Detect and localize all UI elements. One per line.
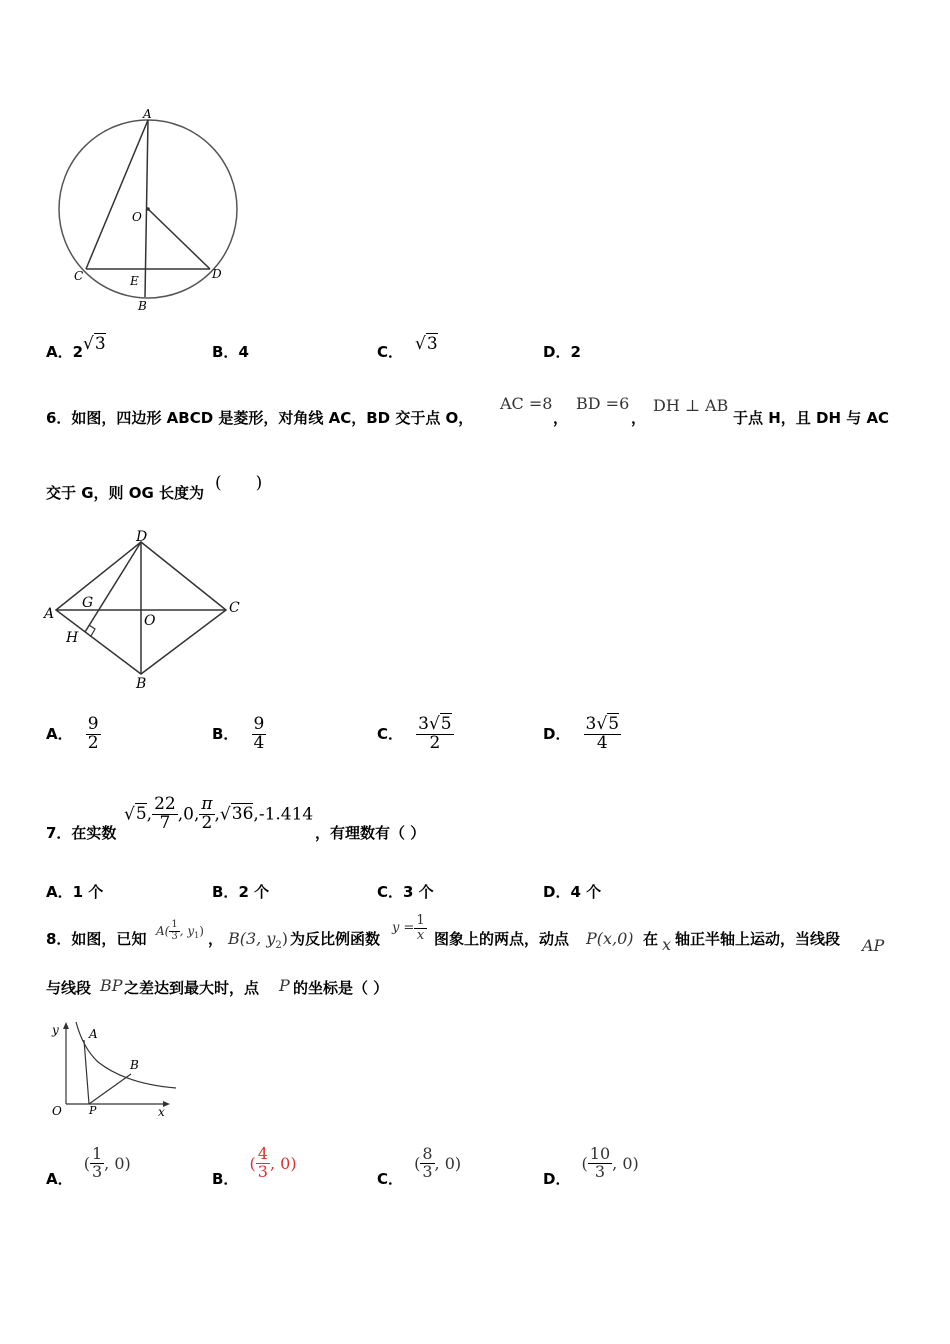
- q8-option-b-label: B．: [212, 1169, 239, 1188]
- q8-option-c[interactable]: [377, 1146, 461, 1189]
- q8-text3: 在: [643, 930, 659, 948]
- q6-option-a[interactable]: [46, 716, 101, 753]
- q7-option-a[interactable]: A．1 个: [46, 883, 104, 901]
- q6-option-c[interactable]: [377, 716, 454, 753]
- q6-label-G: G: [82, 595, 94, 611]
- q6-option-d-frac: $\frac{3√5}{4}$: [585, 714, 620, 753]
- q5-option-d-value: 2: [570, 343, 581, 361]
- q5-center-dot: [146, 207, 150, 211]
- q8-prefix: 8．如图，已知: [46, 930, 147, 948]
- q7-number-list: [124, 796, 313, 833]
- q6-label-B: B: [136, 676, 147, 692]
- q8-option-a-label: A．: [46, 1169, 73, 1188]
- q8-label-O: O: [52, 1104, 62, 1118]
- q6-comma1: ，: [553, 409, 569, 427]
- q8-line-BP: [89, 1074, 131, 1104]
- q6-label-H: H: [66, 630, 79, 646]
- q6-dh: DH ⊥ AB: [653, 396, 729, 415]
- q8-text2: 图象上的两点，动点: [434, 930, 570, 948]
- q8-point-P: P(x,0): [586, 929, 634, 948]
- q6-line2: 交于 G，则 OG 长度为: [46, 484, 205, 502]
- q5-label-O: O: [132, 210, 142, 224]
- q8-sep: ，: [208, 930, 224, 948]
- q6-option-c-frac: $\frac{3√5}{2}$: [418, 714, 452, 753]
- q8-BP: BP: [100, 976, 123, 995]
- q5-line-AC: [86, 120, 148, 269]
- q6-option-b[interactable]: [212, 716, 266, 753]
- q6-option-b-label: B．: [212, 724, 239, 743]
- q6-label-A: A: [44, 606, 55, 622]
- q8-line2-c: 的坐标是（ ）: [293, 979, 389, 997]
- q6-rhombus-figure: [40, 528, 255, 693]
- q7-option-c[interactable]: C．3 个: [377, 883, 434, 901]
- q8-line2-a: 与线段: [46, 979, 92, 997]
- q8-point-A: A( $\frac{1}{3}$ , $y_1$): [156, 919, 204, 942]
- q8-option-d-label: D．: [543, 1169, 571, 1188]
- q8-option-b[interactable]: [212, 1146, 297, 1189]
- q8-P: P: [279, 976, 290, 995]
- q7-sqrt5: √5,: [124, 804, 153, 825]
- q8-option-b-value: ( $\frac{4}{3}$ , 0): [249, 1144, 297, 1181]
- q8-option-a[interactable]: [46, 1146, 131, 1189]
- q8-option-c-value: ( $\frac{8}{3}$ , 0): [414, 1144, 462, 1181]
- q5-circle-figure: [52, 108, 272, 318]
- q5-option-c-sqrt: √3: [415, 334, 438, 354]
- q7-frac-22-7: $\frac{22}{7}$: [154, 794, 176, 833]
- q8-option-a-value: ( $\frac{1}{3}$ , 0): [83, 1144, 131, 1181]
- q5-option-c[interactable]: [377, 334, 438, 362]
- q7-option-b[interactable]: B．2 个: [212, 883, 270, 901]
- q8-text1: 为反比例函数: [290, 930, 381, 948]
- q5-option-a[interactable]: [46, 334, 106, 362]
- q5-option-b-value: 4: [238, 343, 249, 361]
- q6-bd: BD =6: [576, 394, 630, 413]
- q8-label-x: x: [158, 1105, 165, 1119]
- q6-comma2: ，: [631, 409, 647, 427]
- q5-option-a-sqrt: √3: [83, 334, 106, 354]
- q5-option-d[interactable]: [543, 341, 581, 362]
- q8-label-A: A: [89, 1027, 98, 1041]
- q5-label-B: B: [138, 299, 147, 313]
- q5-option-d-label: D．: [543, 343, 571, 361]
- q8-AP: AP: [862, 936, 885, 955]
- q6-right-angle-mark: [89, 625, 95, 636]
- q6-option-c-label: C．: [377, 724, 404, 743]
- q6-line1-suffix: 于点 H，且 DH 与 AC: [733, 409, 890, 427]
- q7-frac-pi-2: $\frac{\pi}{2}$: [201, 794, 213, 833]
- q6-option-d-label: D．: [543, 724, 571, 743]
- q5-option-a-label: A．: [46, 343, 73, 361]
- q5-option-a-value: 2: [72, 343, 84, 361]
- q5-option-c-label: C．: [377, 343, 404, 361]
- q5-label-C: C: [74, 269, 84, 283]
- q6-line1-prefix: 6．如图，四边形 ABCD 是菱形，对角线 AC，BD 交于点 O，: [46, 409, 474, 427]
- q7-suffix: ，有理数有（ ）: [315, 824, 426, 842]
- q8-option-c-label: C．: [377, 1169, 404, 1188]
- q6-paren: ( ): [215, 473, 263, 493]
- q8-option-d[interactable]: [543, 1146, 639, 1189]
- q6-label-C: C: [229, 600, 240, 616]
- q8-point-B: B(3, $y_2$): [228, 929, 289, 952]
- q8-line2-b: 之差达到最大时，点: [124, 979, 260, 997]
- q8-label-y: y: [52, 1023, 59, 1037]
- q8-label-B: B: [130, 1058, 139, 1072]
- q6-option-b-frac: $\frac{9}{4}$: [253, 714, 265, 753]
- q5-option-b[interactable]: [212, 341, 249, 362]
- q8-option-d-value: ( $\frac{10}{3}$ , 0): [581, 1144, 639, 1181]
- q8-y-axis-arrow: [63, 1022, 69, 1029]
- q5-label-E: E: [130, 274, 139, 288]
- q6-option-a-label: A．: [46, 724, 73, 743]
- q8-text4: 轴正半轴上运动，当线段: [675, 930, 841, 948]
- q5-line-OD: [148, 209, 210, 269]
- q8-x-var: x: [662, 935, 672, 954]
- q8-graph-figure: [46, 1018, 186, 1124]
- q7-sqrt36: ,√36: [214, 804, 254, 825]
- q7-neg: ,-1.414: [253, 804, 314, 825]
- q6-label-O: O: [144, 613, 156, 629]
- q7-zero: ,0,: [177, 804, 200, 825]
- q7-prefix: 7．在实数: [46, 824, 117, 842]
- q6-line-DH: [85, 542, 141, 632]
- q6-option-d[interactable]: [543, 716, 621, 753]
- q8-function: y = $\frac{1}{x}$: [392, 913, 425, 943]
- q6-label-D: D: [136, 529, 148, 545]
- q6-option-a-frac: $\frac{9}{2}$: [87, 714, 99, 753]
- q6-ac: AC =8: [500, 394, 553, 413]
- q7-option-d[interactable]: D．4 个: [543, 883, 602, 901]
- q5-label-A: A: [143, 108, 152, 121]
- q5-label-D: D: [212, 267, 222, 281]
- q5-option-b-label: B．: [212, 343, 239, 361]
- q8-label-P: P: [89, 1104, 97, 1117]
